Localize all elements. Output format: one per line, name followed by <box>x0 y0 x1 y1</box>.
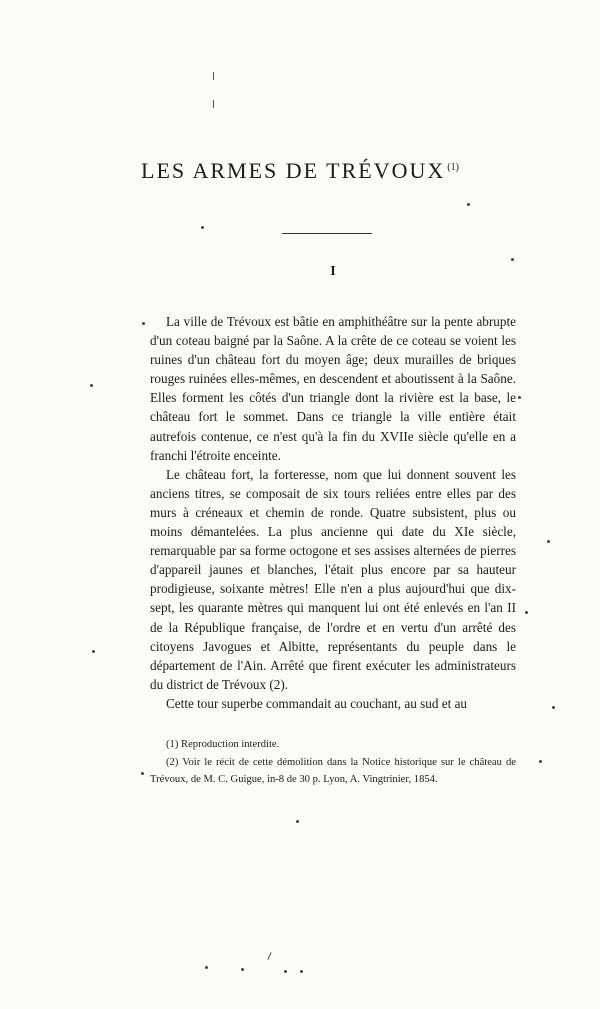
paragraph: La ville de Trévoux est bâtie en amphithéâtre sur la pente abrupte d'un coteau baigné par la Saône. A la crête de ce coteau se voient les ruines d'un château fort du moyen âge; deux murailles de briques rouges ruinées elles-mêmes, en descendent et aboutissent à la Saône. Elles forment les côtés d'un triangle dont la rivière est la base, le château fort le sommet. Dans ce triangle la ville entière était autrefois contenue, ce n'est qu'à la fin du XVIIe siècle qu'elle en a franchi l'étroite enceinte. <box>150 314 516 463</box>
title-rule <box>282 233 372 234</box>
scan-speck <box>300 970 303 973</box>
scan-speck <box>205 966 208 969</box>
paragraph: Cette tour superbe commandait au couchant, au sud et au <box>166 695 468 711</box>
scan-speck <box>201 226 204 229</box>
paragraph: Le château fort, la forteresse, nom que lui donnent souvent les anciens titres, se composait de six tours reliées entre elles par des murs à créneaux et chemin de ronde. Quatre subsistent, plus ou moins démantelées. La plus ancienne qui date du XIe siècle, remarquable par sa forme octogone et ses assises alternées de pierres d'appareil jaunes et blanches, l'était plus encore par sa hauteur prodigieuse, soixante mètres! Elle n'en a plus aujourd'hui que dix-sept, les quarante mètres qui manquent lui ont été enlevés en l'an II de la République française, de l'ordre et en vertu d'un arrêté des citoyens Javogues et Albitte, représentants du peuple dans le département de l'Ain. Arrêté que firent exécuter les administrateurs du district de Trévoux (2). <box>150 466 516 692</box>
body-text <box>150 312 516 713</box>
scan-speck <box>525 611 528 614</box>
scan-speck <box>511 258 514 261</box>
scan-speck <box>552 706 555 709</box>
title-text: LES ARMES DE TRÉVOUX <box>141 158 446 183</box>
page-title <box>0 158 600 184</box>
scan-speck <box>241 968 244 971</box>
scan-mark <box>213 100 214 108</box>
footnote: (2) Voir le récit de cette démolition dans la Notice historique sur le château de Trévoux, de M. C. Guigue, in-8 de 30 p. Lyon, A. Vingtrinier, 1854. <box>150 756 516 785</box>
scan-speck <box>539 760 542 763</box>
scan-speck <box>284 970 287 973</box>
scan-speck <box>142 322 145 325</box>
scan-speck <box>467 203 470 206</box>
section-number: I <box>330 264 336 279</box>
title-footnote-marker: (1) <box>447 161 459 173</box>
scan-speck <box>92 650 95 653</box>
footnotes <box>150 736 516 789</box>
scan-mark <box>213 72 214 80</box>
scan-speck <box>518 396 521 399</box>
scan-speck <box>296 820 299 823</box>
footnote: (1) Reproduction interdite. <box>166 739 280 750</box>
scan-speck <box>141 772 144 775</box>
scan-mark <box>267 952 271 960</box>
scan-speck <box>90 384 93 387</box>
scan-speck <box>547 540 550 543</box>
